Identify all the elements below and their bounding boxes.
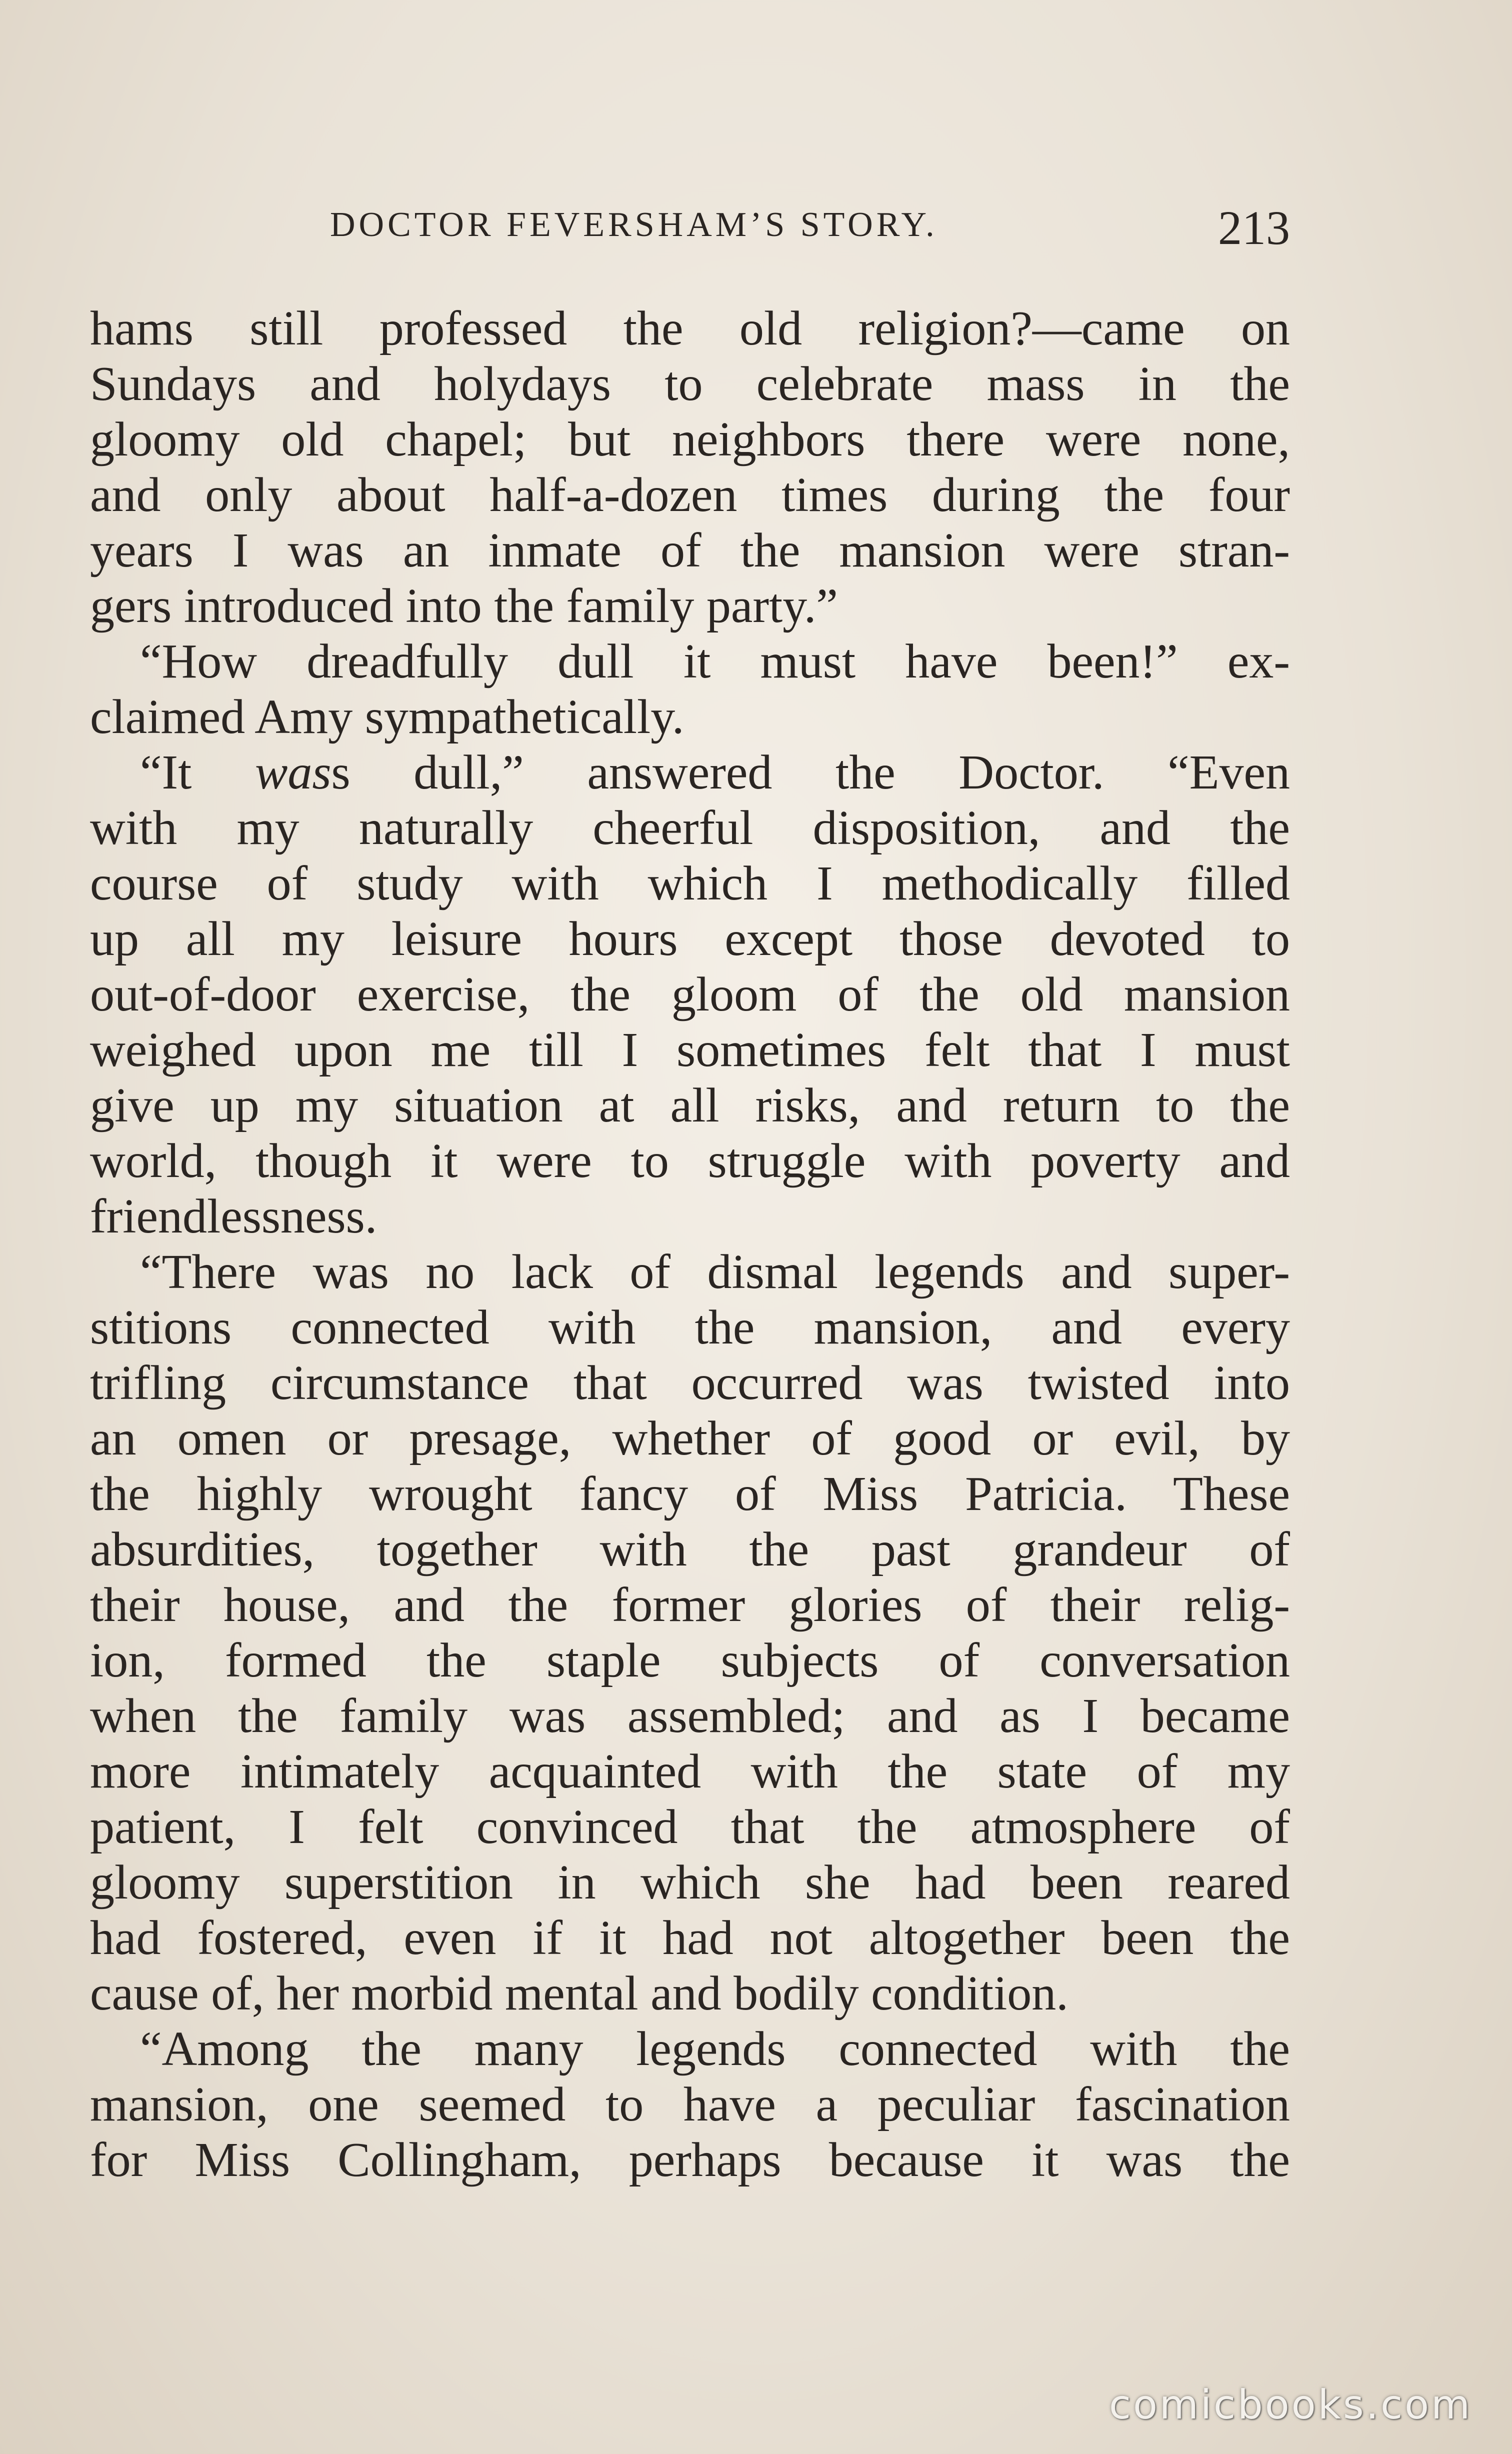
text-line: “How dreadfully dull it must have been!” ex- bbox=[140, 634, 1290, 688]
text-line: out-of-door exercise, the gloom of the old mansion bbox=[90, 968, 1290, 1022]
emphasis: was bbox=[254, 746, 332, 800]
text-line: course of study with which I methodically filled bbox=[90, 856, 1290, 910]
text-line: absurdities, together with the past grandeur of bbox=[90, 1522, 1290, 1576]
page-number: 213 bbox=[1218, 201, 1290, 254]
text-line: gloomy superstition in which she had been reared bbox=[90, 1856, 1290, 1910]
text-line: claimed Amy sympathetically. bbox=[90, 690, 684, 744]
running-title: DOCTOR FEVERSHAM’S STORY. bbox=[330, 206, 938, 244]
text-line: patient, I felt convinced that the atmosphere of bbox=[90, 1800, 1290, 1854]
text-line: the highly wrought fancy of Miss Patricia. These bbox=[90, 1467, 1290, 1521]
text-line: for Miss Collingham, perhaps because it was the bbox=[90, 2133, 1290, 2187]
text-line: gloomy old chapel; but neighbors there were none, bbox=[90, 412, 1290, 466]
text-line: trifling circumstance that occurred was twisted into bbox=[90, 1356, 1290, 1410]
text-line: ion, formed the staple subjects of conversation bbox=[90, 1634, 1290, 1688]
text-line: when the family was assembled; and as I became bbox=[90, 1689, 1290, 1743]
text-line: “There was no lack of dismal legends and super- bbox=[140, 1245, 1290, 1299]
text-line: an omen or presage, whether of good or evil, by bbox=[90, 1412, 1290, 1466]
text-line: cause of, her morbid mental and bodily condition. bbox=[90, 1966, 1068, 2020]
text-line: mansion, one seemed to have a peculiar fascination bbox=[90, 2078, 1290, 2132]
text-line: weighed upon me till I sometimes felt that I must bbox=[90, 1023, 1290, 1077]
text-line: had fostered, even if it had not altogether been the bbox=[90, 1911, 1290, 1965]
text-line: world, though it were to struggle with poverty and bbox=[90, 1134, 1290, 1188]
running-head bbox=[90, 200, 1290, 260]
watermark: comicbooks.com bbox=[1108, 2382, 1472, 2428]
text-line: gers introduced into the family party.” bbox=[90, 579, 838, 633]
text-line: up all my leisure hours except those devoted to bbox=[90, 912, 1290, 966]
text-line: Sundays and holydays to celebrate mass in the bbox=[90, 357, 1290, 411]
text-line: their house, and the former glories of their relig- bbox=[90, 1578, 1290, 1632]
text-line: “Among the many legends connected with the bbox=[140, 2022, 1290, 2076]
text-line: “It wass dull,” answered the Doctor. “Even bbox=[140, 746, 1290, 800]
text-line: years I was an inmate of the mansion were stran- bbox=[90, 524, 1290, 578]
text-line: friendlessness. bbox=[90, 1190, 378, 1244]
text-line: more intimately acquainted with the state of my bbox=[90, 1744, 1290, 1798]
text-line: give up my situation at all risks, and return to the bbox=[90, 1078, 1290, 1132]
text-line: hams still professed the old religion?—came on bbox=[90, 302, 1290, 356]
text-line: and only about half-a-dozen times during the four bbox=[90, 468, 1290, 522]
body-text bbox=[90, 301, 1290, 2188]
text-line: with my naturally cheerful disposition, and the bbox=[90, 801, 1290, 855]
text-line: stitions connected with the mansion, and every bbox=[90, 1300, 1290, 1354]
